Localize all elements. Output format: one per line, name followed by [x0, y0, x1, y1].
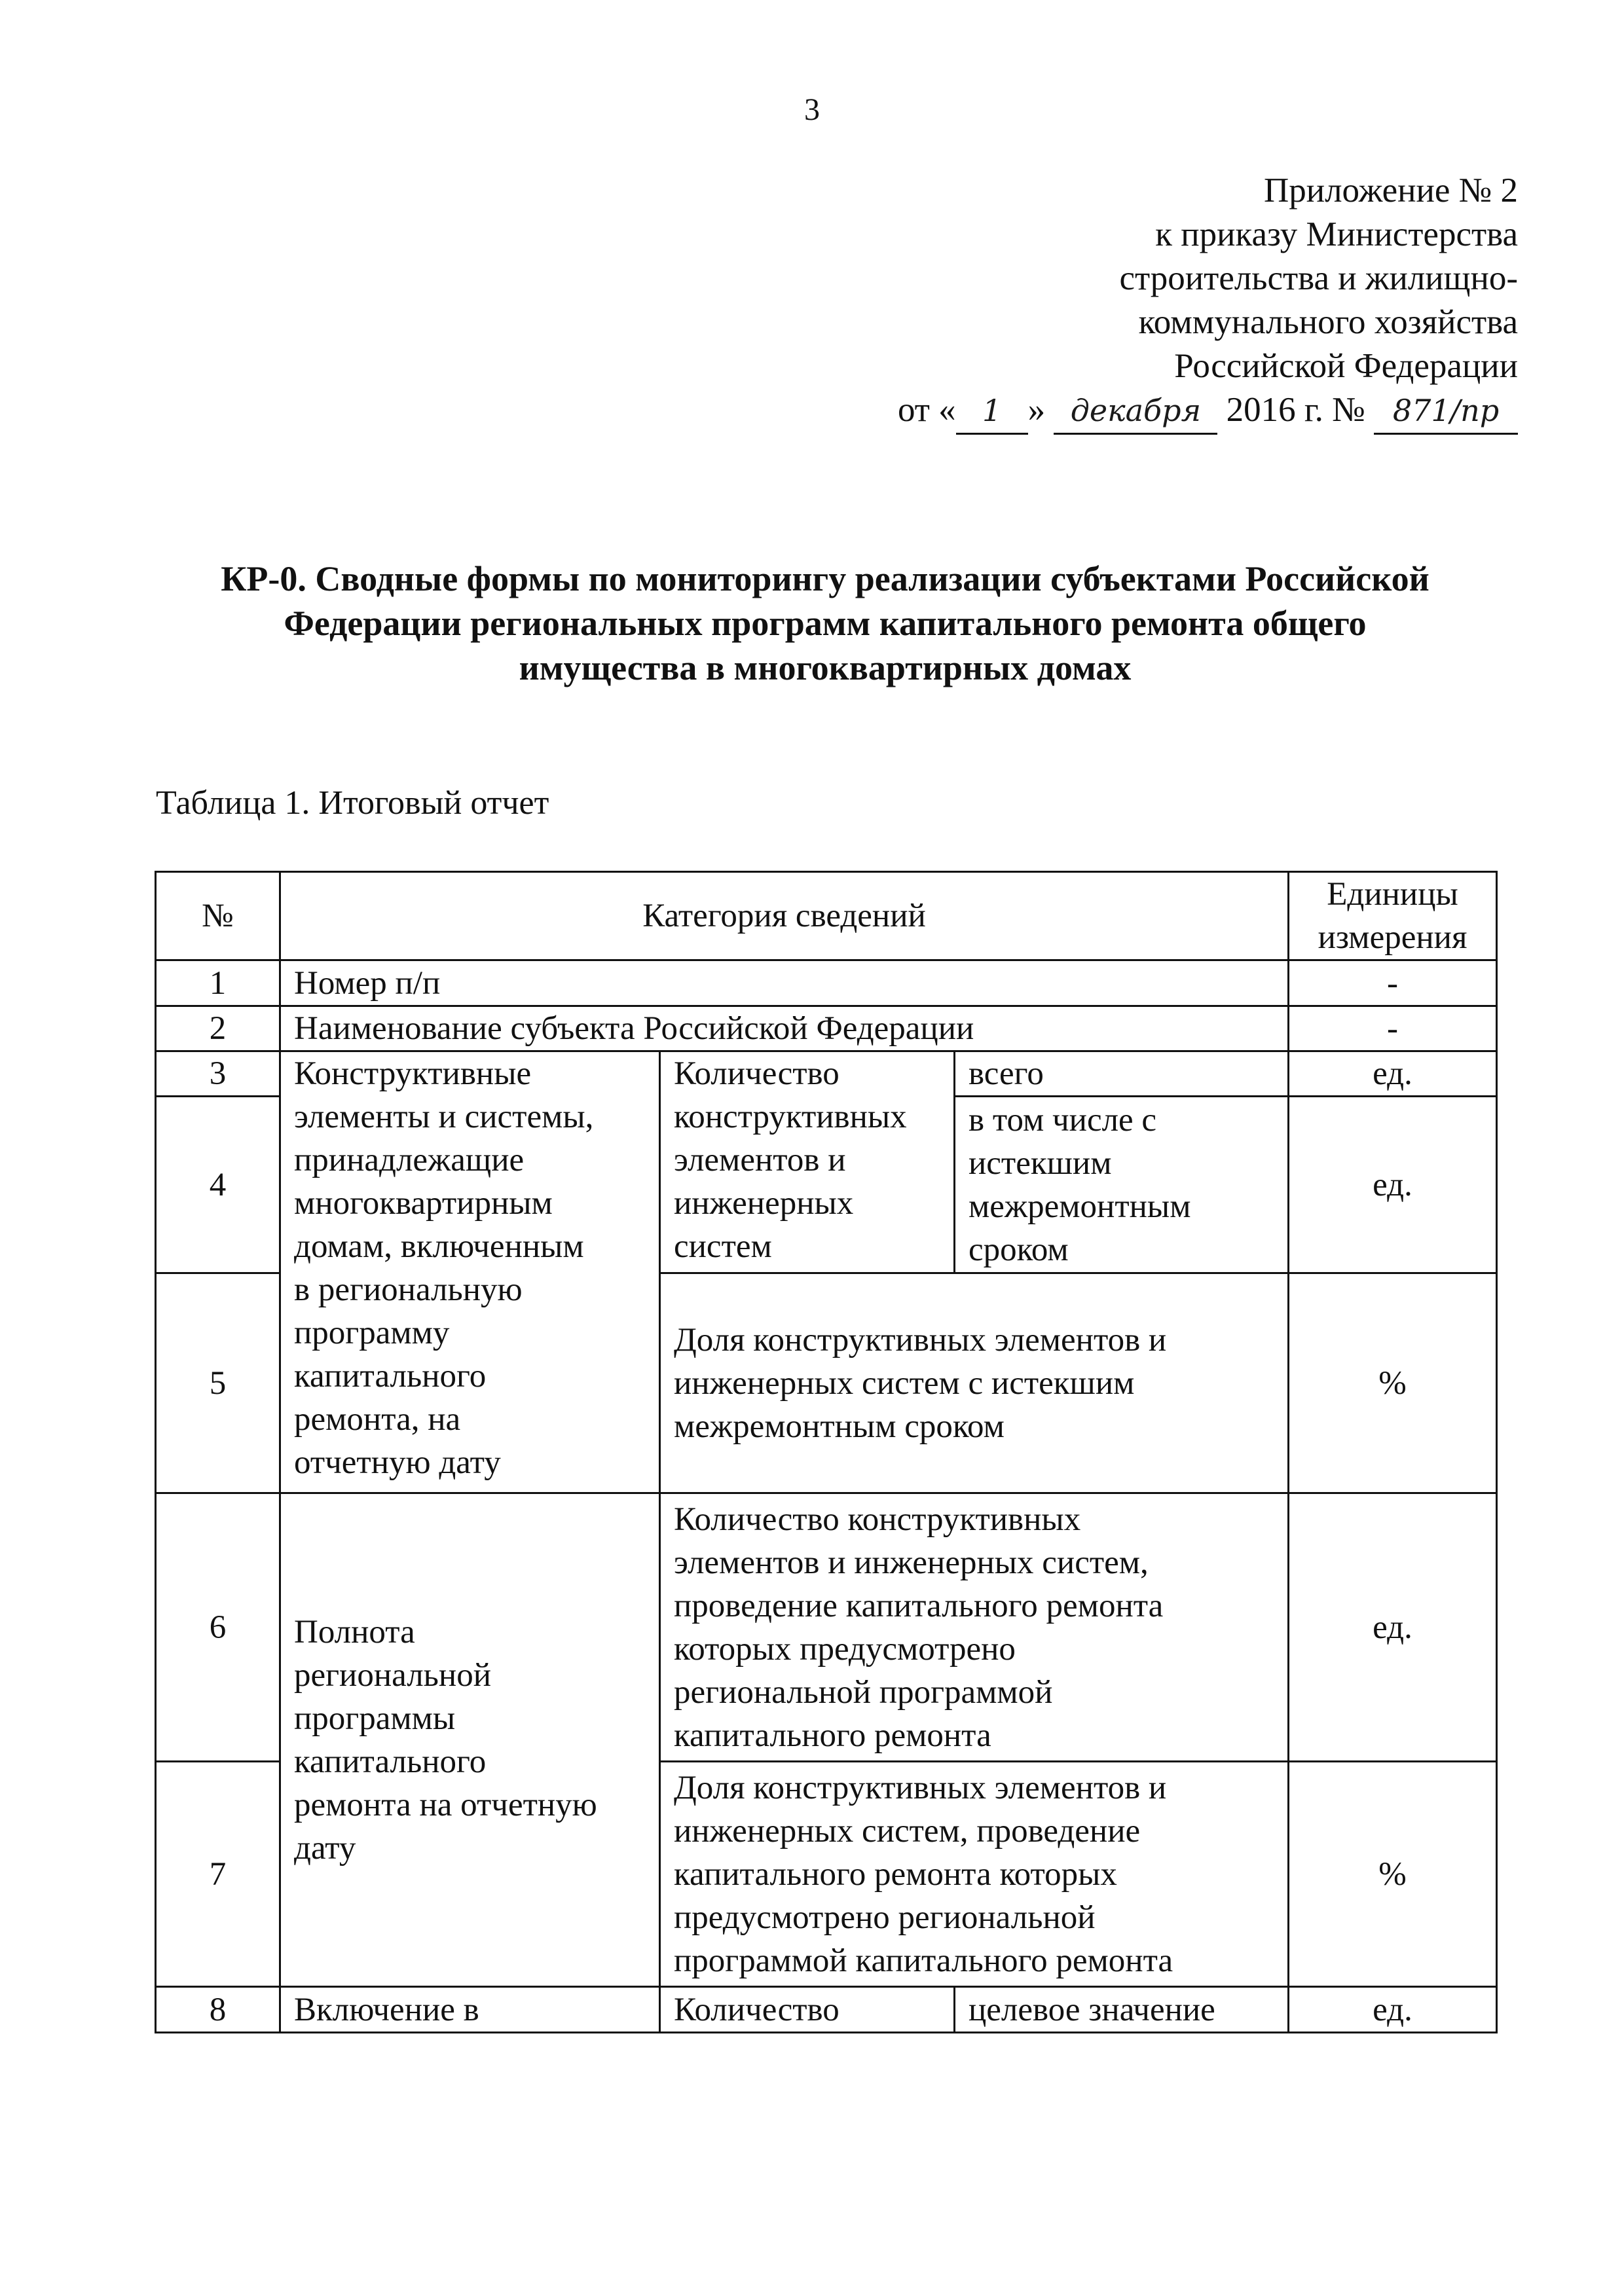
- header-units-line: измерения: [1318, 919, 1467, 956]
- row-text: Номер п/п: [280, 960, 1289, 1006]
- group-line: Конструктивные: [294, 1055, 532, 1092]
- order-number: 871/пр: [1374, 389, 1518, 435]
- date-prefix: от «: [897, 391, 956, 429]
- row-text-line: межремонтным сроком: [674, 1408, 1005, 1445]
- header-units: [1289, 872, 1497, 960]
- row-text-line: Доля конструктивных элементов и: [674, 1769, 1167, 1806]
- row-num: 7: [156, 1762, 280, 1987]
- row-text-line: которых предусмотрено: [674, 1630, 1016, 1667]
- header-units-line: Единицы: [1327, 876, 1458, 913]
- header-category: Категория сведений: [280, 872, 1289, 960]
- order-date-line: [667, 388, 1518, 435]
- row-unit: ед.: [1289, 1097, 1497, 1273]
- row-num: 3: [156, 1051, 280, 1097]
- row-unit: ед.: [1289, 1987, 1497, 2033]
- appendix-line: строительства и жилищно-: [1119, 259, 1518, 297]
- row-unit: %: [1289, 1273, 1497, 1493]
- table-row: [156, 1493, 1497, 1762]
- detail-text: целевое значение: [955, 1987, 1289, 2033]
- detail-text: всего: [955, 1051, 1289, 1097]
- detail-line: межремонтным: [969, 1188, 1191, 1225]
- group-line: домам, включенным: [294, 1228, 584, 1265]
- row-text-line: инженерных систем с истекшим: [674, 1364, 1135, 1402]
- order-year-number-label: 2016 г. №: [1226, 391, 1365, 429]
- table-caption: Таблица 1. Итоговый отчет: [156, 784, 549, 822]
- detail-line: в том числе с: [969, 1101, 1157, 1139]
- appendix-line: коммунального хозяйства: [1138, 303, 1518, 341]
- group-line: отчетную дату: [294, 1444, 501, 1481]
- row-text: Наименование субъекта Российской Федерации: [280, 1006, 1289, 1051]
- subgroup-count: Количество: [660, 1987, 955, 2033]
- row-text-line: Количество конструктивных: [674, 1501, 1081, 1538]
- title-line: КР-0. Сводные формы по мониторингу реализации субъектами Российской: [221, 559, 1430, 598]
- group-line: Полнота: [294, 1613, 415, 1650]
- group-line: региональной: [294, 1656, 492, 1694]
- group-line: ремонта, на: [294, 1401, 461, 1438]
- subgroup-count: [660, 1051, 955, 1273]
- table-row: [156, 960, 1497, 1006]
- row-text-line: капитального ремонта: [674, 1717, 991, 1754]
- subgroup-line: конструктивных: [674, 1099, 907, 1135]
- row-text-line: инженерных систем, проведение: [674, 1812, 1141, 1850]
- subgroup-line: элементов и: [674, 1142, 846, 1178]
- group-line: программу: [294, 1315, 450, 1351]
- row-unit: %: [1289, 1762, 1497, 1987]
- report-table: [155, 871, 1498, 2033]
- group-line: ремонта на отчетную: [294, 1786, 597, 1823]
- group-line: капитального: [294, 1358, 487, 1394]
- group-line: многоквартирным: [294, 1185, 553, 1222]
- row-unit: ед.: [1289, 1493, 1497, 1762]
- page-number: 3: [804, 92, 820, 127]
- row-unit: -: [1289, 1006, 1497, 1051]
- subgroup-line: инженерных: [674, 1185, 854, 1222]
- group-structural-elements: [280, 1051, 660, 1493]
- row-text-line: элементов и инженерных систем,: [674, 1544, 1149, 1581]
- group-line: принадлежащие: [294, 1142, 525, 1178]
- appendix-line: Российской Федерации: [1174, 347, 1518, 385]
- table-header-row: [156, 872, 1497, 960]
- row-text: [660, 1273, 1289, 1493]
- row-num: 8: [156, 1987, 280, 2033]
- row-text-line: программой капитального ремонта: [674, 1942, 1173, 1979]
- header-num: №: [156, 872, 280, 960]
- date-mid: »: [1027, 391, 1046, 429]
- group-line: в региональную: [294, 1271, 523, 1308]
- group-program-completeness: [280, 1493, 660, 1987]
- appendix-block: [667, 169, 1518, 435]
- subgroup-line: систем: [674, 1228, 772, 1265]
- title-line: имущества в многоквартирных домах: [519, 648, 1132, 687]
- row-num: 5: [156, 1273, 280, 1493]
- row-unit: ед.: [1289, 1051, 1497, 1097]
- row-num: 6: [156, 1493, 280, 1762]
- subgroup-line: Количество: [674, 1055, 840, 1092]
- group-line: элементы и системы,: [294, 1099, 594, 1135]
- row-text: [660, 1762, 1289, 1987]
- appendix-line: Приложение № 2: [1263, 172, 1518, 210]
- row-num: 4: [156, 1097, 280, 1273]
- detail-line: сроком: [969, 1231, 1069, 1268]
- order-month: декабря: [1054, 389, 1217, 435]
- row-text-line: капитального ремонта которых: [674, 1855, 1117, 1893]
- row-text-line: региональной программой: [674, 1673, 1053, 1711]
- document-title: [151, 556, 1500, 690]
- row-text: [660, 1493, 1289, 1762]
- row-text-line: Доля конструктивных элементов и: [674, 1321, 1167, 1358]
- row-num: 2: [156, 1006, 280, 1051]
- table-row: [156, 1987, 1497, 2033]
- title-line: Федерации региональных программ капитального ремонта общего: [284, 604, 1367, 643]
- group-inclusion: Включение в: [280, 1987, 660, 2033]
- table-row: [156, 1051, 1497, 1097]
- row-unit: -: [1289, 960, 1497, 1006]
- row-num: 1: [156, 960, 280, 1006]
- group-line: дату: [294, 1829, 356, 1867]
- table-row: [156, 1006, 1497, 1051]
- group-line: капитального: [294, 1743, 487, 1780]
- row-text-line: проведение капитального ремонта: [674, 1587, 1164, 1624]
- detail-line: истекшим: [969, 1144, 1112, 1182]
- group-line: программы: [294, 1700, 456, 1737]
- detail-text: [955, 1097, 1289, 1273]
- appendix-line: к приказу Министерства: [1155, 215, 1518, 253]
- row-text-line: предусмотрено региональной: [674, 1899, 1096, 1936]
- order-day: 1: [956, 389, 1028, 435]
